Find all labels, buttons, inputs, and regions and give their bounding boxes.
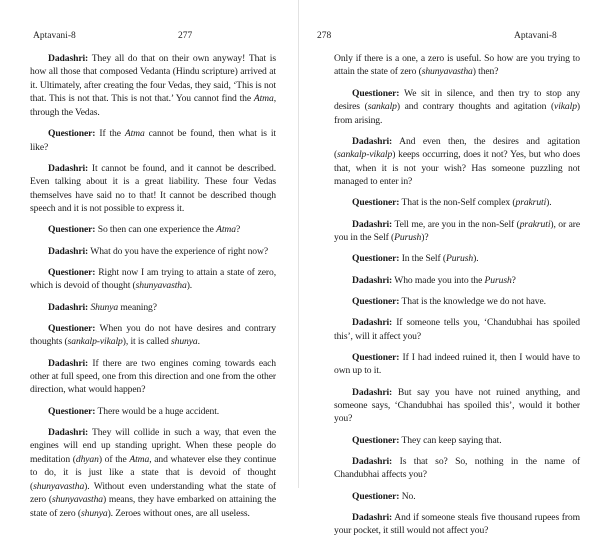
paragraph-text: If I had indeed ruined it, then I would have to own up to it.: [334, 351, 580, 377]
italic-term: shunyavastha: [33, 480, 85, 492]
speaker-label: Dadashri:: [48, 53, 89, 64]
paragraph-text: cannot be found, then what is it like?: [30, 128, 276, 153]
italic-term: sankalp: [367, 101, 397, 113]
speaker-label: Dadashri:: [48, 301, 89, 313]
paragraph-text: ). Zeroes without ones, are all useless.: [107, 507, 250, 519]
dialogue-paragraph: [334, 87, 580, 127]
paragraph-text: If the: [95, 128, 125, 140]
paragraph-text: ), or are you in the Self (: [334, 218, 580, 244]
paragraph-text: ) means, they have embarked on attaining the state of zero (: [30, 494, 276, 519]
dialogue-paragraph: [334, 274, 580, 287]
paragraph-text: , through the Vedas.: [30, 93, 276, 118]
paragraph-text: When you do not have desires and contrary thoughts (: [30, 322, 276, 348]
dialogue-paragraph: [334, 196, 580, 209]
dialogue-paragraph: [30, 162, 276, 216]
paragraph-text: ) of the: [98, 453, 130, 465]
paragraph-text: ?: [511, 274, 516, 286]
dialogue-paragraph: [30, 245, 276, 258]
dialogue-paragraph: [30, 301, 276, 314]
page-number: 277: [178, 31, 193, 41]
paragraph-text: What do you have the experience of right now?: [88, 245, 268, 257]
paragraph-text: ) and contrary thoughts and agitation (: [396, 101, 555, 113]
paragraph-text: That is the knowledge we do not have.: [399, 295, 546, 307]
dialogue-paragraph: [334, 135, 580, 189]
italic-term: shunya: [170, 336, 198, 348]
paragraph-text: No.: [399, 490, 416, 502]
speaker-label: Questioner:: [48, 322, 96, 334]
italic-term: prakruti: [515, 197, 547, 209]
italic-term: sankalp-vikalp: [67, 336, 123, 348]
paragraph-text: Right now I am trying to attain a state of zero, which is devoid of thought (: [30, 266, 276, 292]
paragraph-text: There would be a huge accident.: [95, 405, 220, 417]
speaker-label: Questioner:: [352, 253, 400, 265]
paragraph-text: If someone tells you, ‘Chandubhai has spoiled this’, will it affect you?: [334, 317, 580, 342]
paragraph-text: They can keep saying that.: [399, 434, 502, 446]
paragraph-text: They will collide in such a way, that even the engines will end up standing upright. When these people do meditation (: [30, 426, 276, 465]
paragraph-text: In the Self (: [399, 253, 446, 265]
italic-term: Atma: [216, 224, 236, 236]
speaker-label: Questioner:: [352, 434, 400, 446]
dialogue-paragraph: [334, 490, 580, 503]
dialogue-paragraph: [30, 266, 276, 293]
page-body: [30, 52, 276, 528]
speaker-label: Dadashri:: [352, 455, 393, 467]
italic-term: shunyavastha: [135, 280, 187, 292]
speaker-label: Dadashri:: [48, 426, 89, 438]
italic-term: Atma: [253, 93, 274, 105]
speaker-label: Dadashri:: [352, 218, 393, 230]
left-page: [0, 0, 299, 519]
dialogue-paragraph: [334, 455, 580, 482]
paragraph-text: And even then, the desires and agitation (: [334, 135, 580, 161]
italic-term: Purush: [484, 274, 512, 286]
paragraph-text: ) from arising.: [334, 101, 580, 126]
dialogue-paragraph: [30, 405, 276, 418]
dialogue-paragraph: [30, 52, 276, 119]
paragraph-text: .: [197, 336, 200, 348]
paragraph-text: ), it is called: [122, 336, 171, 348]
running-title: Aptavani-8: [33, 31, 76, 41]
paragraph-text: Only if there is a one, a zero is useful. So how are you trying to attain the state of zero (: [334, 53, 580, 78]
paragraph-text: Is that so? So, nothing in the name of Chandubhai affects you?: [334, 455, 580, 481]
speaker-label: Dadashri:: [352, 317, 393, 329]
running-title: Aptavani-8: [514, 31, 557, 41]
speaker-label: Questioner:: [48, 266, 96, 278]
paragraph-text: We sit in silence, and then try to stop any desires (: [334, 87, 580, 113]
page-number: 278: [317, 31, 332, 41]
italic-term: sankalp-vikalp: [337, 149, 393, 161]
dialogue-paragraph: [30, 127, 276, 154]
paragraph-text: It cannot be found, and it cannot be described. Even talking about it is a great liability. These four Vedas themselves have said no to that! It cannot be described though speech and it is not possible to express it.: [30, 162, 276, 215]
dialogue-paragraph: [334, 295, 580, 308]
dialogue-paragraph: [334, 52, 580, 79]
italic-term: vikalp: [554, 101, 577, 113]
paragraph-text: Who made you into the: [392, 274, 485, 286]
right-page: [299, 0, 599, 537]
speaker-label: Dadashri:: [352, 386, 393, 398]
italic-term: Atma: [129, 453, 150, 465]
speaker-label: Dadashri:: [48, 162, 89, 174]
paragraph-text: That is the non-Self complex (: [399, 197, 516, 209]
dialogue-paragraph: [30, 322, 276, 349]
speaker-label: Questioner:: [352, 87, 400, 99]
italic-term: shunya: [80, 507, 108, 519]
dialogue-paragraph: [30, 426, 276, 520]
italic-term: prakruti: [519, 218, 551, 230]
dialogue-paragraph: [334, 316, 580, 343]
speaker-label: Dadashri:: [352, 135, 393, 147]
page-body: [334, 52, 580, 546]
dialogue-paragraph: [334, 351, 580, 378]
speaker-label: Questioner:: [352, 197, 400, 209]
paragraph-text: They all do that on their own anyway! That is how all those that composed Vedanta (Hindu scripture) arrived at it. Ultimately, after creating the four Vedas, they said, ‘This is not that. This is not that. This is not that.’ You cannot find the: [30, 53, 276, 105]
paragraph-text: ).: [186, 280, 193, 292]
speaker-label: Dadashri:: [48, 357, 89, 369]
italic-term: shunyavastha: [421, 66, 473, 78]
paragraph-text: And if someone steals five thousand rupees from your pocket, it still would not affect you?: [334, 511, 580, 537]
dialogue-paragraph: [30, 223, 276, 236]
dialogue-paragraph: [30, 357, 276, 397]
paragraph-text: ).: [546, 197, 552, 209]
paragraph-text: But say you have not ruined anything, and someone says, ‘Chandubhai has spoiled this’, would it bother you?: [334, 386, 580, 425]
dialogue-paragraph: [334, 218, 580, 245]
italic-term: shunyavastha: [51, 494, 103, 506]
speaker-label: Questioner:: [48, 405, 96, 417]
dialogue-paragraph: [334, 386, 580, 426]
dialogue-paragraph: [334, 252, 580, 265]
paragraph-text: , and whatever else they continue to do, it is just like a state that is devoid of thought (: [30, 453, 276, 492]
speaker-label: Questioner:: [352, 351, 400, 363]
dialogue-paragraph: [334, 434, 580, 447]
italic-term: Shunya: [90, 301, 119, 313]
italic-term: Purush: [394, 232, 422, 244]
paragraph-text: )?: [421, 232, 429, 244]
italic-term: Purush: [445, 253, 474, 265]
paragraph-text: ).: [473, 253, 479, 265]
speaker-label: Questioner:: [352, 490, 400, 502]
paragraph-text: meaning?: [118, 301, 157, 313]
paragraph-text: ) keeps occurring, does it not? Yes, but who does that, when it is not your wish? Has someone puzzling not managed to enter in?: [334, 149, 580, 188]
speaker-label: Questioner:: [48, 224, 96, 236]
speaker-label: Dadashri:: [48, 245, 89, 257]
paragraph-text: Tell me, are you in the non-Self (: [392, 218, 520, 230]
speaker-label: Questioner:: [352, 295, 400, 307]
paragraph-text: If there are two engines coming towards each other at full speed, one from this direction and one from the other direction, what would happen?: [30, 357, 276, 396]
speaker-label: Dadashri:: [352, 511, 393, 523]
paragraph-text: ) then?: [472, 66, 499, 78]
paragraph-text: ?: [235, 224, 241, 236]
dialogue-paragraph: [334, 511, 580, 538]
paragraph-text: So then can one experience the: [95, 224, 217, 236]
italic-term: dhyan: [75, 453, 99, 465]
paragraph-text: ). Without even understanding what the state of zero (: [30, 480, 276, 506]
speaker-label: Questioner:: [48, 128, 96, 140]
italic-term: Atma: [124, 128, 145, 140]
speaker-label: Dadashri:: [352, 274, 393, 286]
